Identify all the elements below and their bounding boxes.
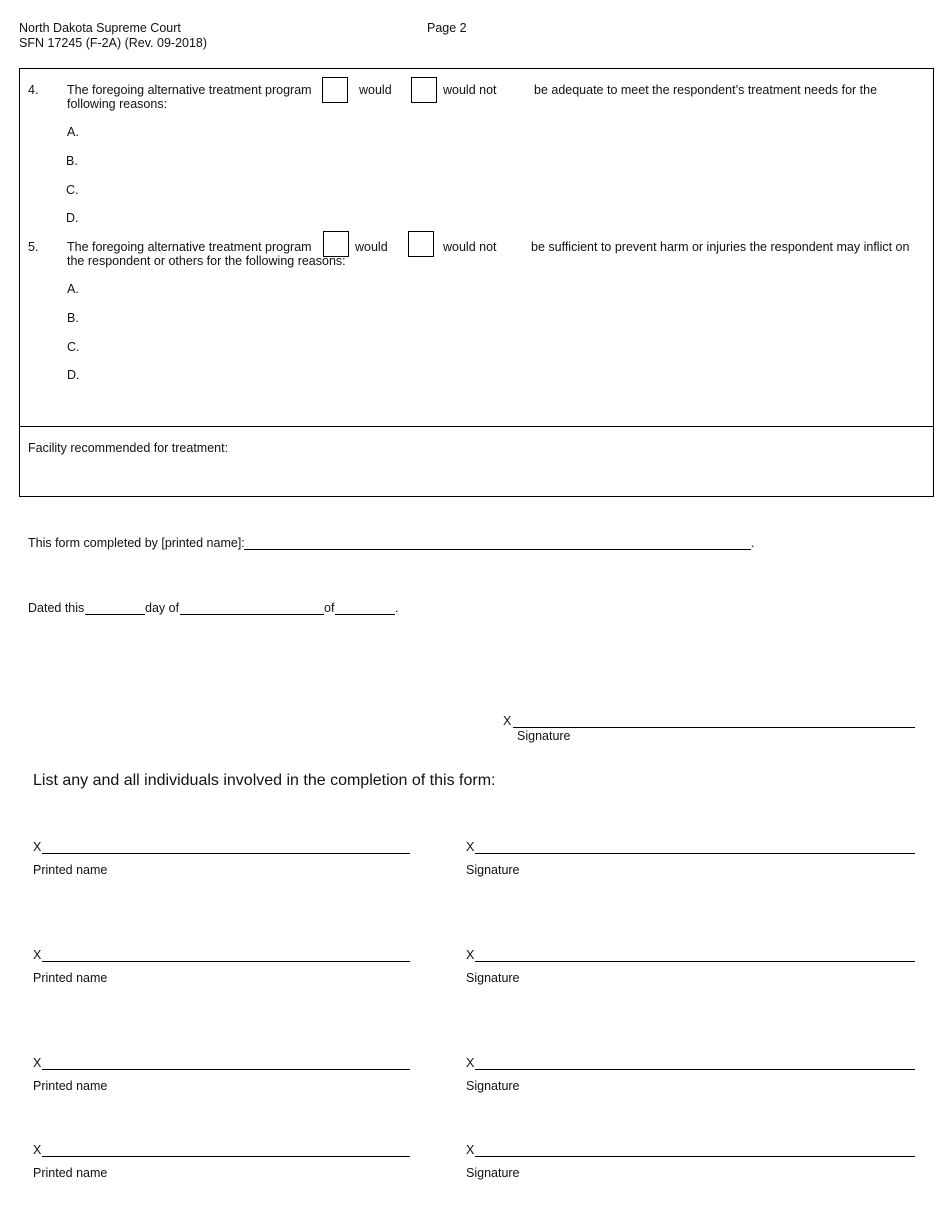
printed-name-label-1: Printed name bbox=[33, 863, 108, 877]
printed-x-3: X bbox=[33, 1056, 42, 1070]
printed-name-line-4[interactable] bbox=[42, 1156, 410, 1157]
printed-x-1: X bbox=[33, 840, 42, 854]
reasons-section bbox=[19, 68, 934, 497]
item4-reason-b: B. bbox=[66, 154, 78, 168]
page-number: Page 2 bbox=[427, 21, 467, 35]
item5-would-label: would bbox=[355, 240, 388, 254]
item4-reason-d: D. bbox=[66, 211, 79, 225]
dated-day-of: day of bbox=[145, 601, 180, 615]
printed-name-line-1[interactable] bbox=[42, 853, 410, 854]
signature-line-3[interactable] bbox=[475, 1069, 915, 1070]
signature-x-1: X bbox=[466, 840, 475, 854]
court-name: North Dakota Supreme Court bbox=[19, 21, 181, 35]
item5-reason-b: B. bbox=[67, 311, 79, 325]
completed-by-field[interactable] bbox=[244, 535, 751, 550]
signature-label-3: Signature bbox=[466, 1079, 520, 1093]
item5-reason-a: A. bbox=[67, 282, 79, 296]
signature-x-2: X bbox=[466, 948, 475, 962]
main-signature-line[interactable] bbox=[513, 727, 915, 728]
item5-text: The foregoing alternative treatment program bbox=[67, 240, 312, 254]
completed-by-period: . bbox=[751, 536, 755, 550]
printed-name-label-4: Printed name bbox=[33, 1166, 108, 1180]
main-signature-x: X bbox=[503, 714, 512, 728]
item4-would-not-label: would not bbox=[443, 83, 497, 97]
printed-x-2: X bbox=[33, 948, 42, 962]
item4-text: The foregoing alternative treatment program bbox=[67, 83, 312, 97]
item4-text-line2: following reasons: bbox=[67, 97, 168, 111]
item5-reason-c: C. bbox=[67, 340, 80, 354]
dated-day-field[interactable] bbox=[85, 600, 145, 615]
item4-reason-a: A. bbox=[67, 125, 79, 139]
signature-line-1[interactable] bbox=[475, 853, 915, 854]
printed-name-label-2: Printed name bbox=[33, 971, 108, 985]
signature-line-2[interactable] bbox=[475, 961, 915, 962]
printed-name-line-2[interactable] bbox=[42, 961, 410, 962]
item4-reason-c: C. bbox=[66, 183, 79, 197]
item5-text-after: be sufficient to prevent harm or injuries the respondent may inflict on bbox=[531, 240, 910, 254]
dated-year-field[interactable] bbox=[335, 600, 395, 615]
signature-label-1: Signature bbox=[466, 863, 520, 877]
item4-text-after: be adequate to meet the respondent’s treatment needs for the bbox=[534, 83, 878, 97]
signature-x-3: X bbox=[466, 1056, 475, 1070]
item5-would-not-label: would not bbox=[443, 240, 497, 254]
form-id: SFN 17245 (F-2A) (Rev. 09-2018) bbox=[19, 36, 208, 50]
item5-would-not-checkbox[interactable] bbox=[408, 231, 434, 257]
signature-label-4: Signature bbox=[466, 1166, 520, 1180]
dated-month-field[interactable] bbox=[180, 600, 324, 615]
item5-reason-d: D. bbox=[67, 368, 80, 382]
completed-by-label: This form completed by [printed name]: bbox=[28, 536, 245, 550]
signature-line-4[interactable] bbox=[475, 1156, 915, 1157]
item5-number: 5. bbox=[28, 240, 39, 254]
item4-would-not-checkbox[interactable] bbox=[411, 77, 437, 103]
signature-label-2: Signature bbox=[466, 971, 520, 985]
section-divider bbox=[19, 426, 934, 427]
individuals-title: List any and all individuals involved in the completion of this form: bbox=[33, 772, 496, 789]
printed-name-line-3[interactable] bbox=[42, 1069, 410, 1070]
facility-label: Facility recommended for treatment: bbox=[28, 441, 229, 455]
item4-number: 4. bbox=[28, 83, 39, 97]
dated-prefix: Dated this bbox=[28, 601, 85, 615]
signature-x-4: X bbox=[466, 1143, 475, 1157]
item5-text-line2: the respondent or others for the following reasons: bbox=[67, 254, 346, 268]
item4-would-label: would bbox=[359, 83, 392, 97]
item4-would-checkbox[interactable] bbox=[322, 77, 348, 103]
dated-of: of bbox=[324, 601, 335, 615]
printed-x-4: X bbox=[33, 1143, 42, 1157]
main-signature-label: Signature bbox=[517, 729, 571, 743]
dated-period: . bbox=[395, 601, 399, 615]
printed-name-label-3: Printed name bbox=[33, 1079, 108, 1093]
